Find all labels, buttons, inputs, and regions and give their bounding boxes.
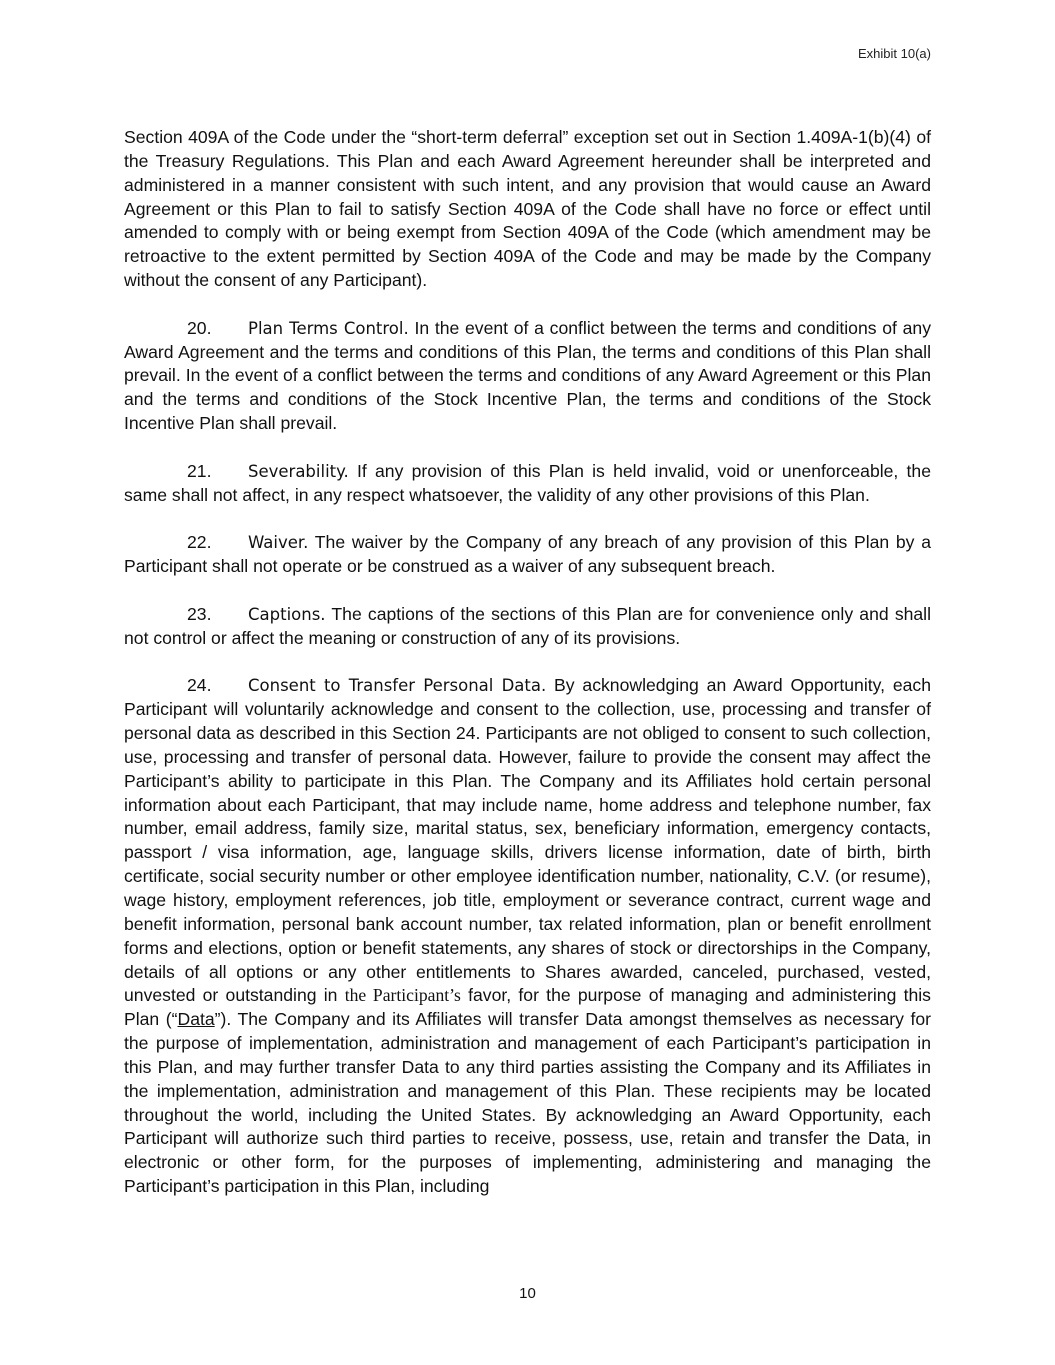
section-number: 20. [187,317,212,338]
paragraph-24 [124,674,931,1199]
section-heading: Waiver. [248,533,309,553]
paragraph-text-serif: the Participant’s [344,985,461,1006]
paragraph-20 [124,317,931,436]
paragraph-21 [124,460,931,508]
paragraph-text: favor, for the purpose of managing and administering this Plan (“ [124,985,931,1030]
section-heading: Consent to Transfer Personal Data. [248,676,547,696]
page-number: 10 [519,1285,536,1302]
paragraph-text: By acknowledging an Award Opportunity, each Participant will voluntarily acknowledge and consent to the collection, use, processing and transfer of personal data as described in this Section 24. Participants are not obliged to consent to such collection, use, processing and transfer of personal data. However, failure to provide the consent may affect the Participant’s ability to participate in this Plan. The Company and its Affiliates hold certain personal information about each Participant, that may include name, home address and telephone number, fax number, email address, family size, marital status, sex, beneficiary information, emergency contacts, passport / visa information, age, language skills, drivers license information, date of birth, birth certificate, social security number or other employee identification number, nationality, C.V. (or resume), wage history, employment references, job title, employment or severance contract, current wage and benefit information, personal bank account number, tax related information, plan or benefit enrollment forms and elections, option or benefit statements, any shares of stock or directorships in the Company, details of all options or any other entitlements to Shares awarded, canceled, purchased, vested, unvested or outstanding in [124,675,931,1006]
document-body [124,126,931,1223]
paragraph-23 [124,603,931,651]
paragraph-22 [124,531,931,579]
paragraph-19-continued [124,126,931,293]
section-number: 21. [187,460,212,481]
exhibit-label: Exhibit 10(a) [858,46,931,61]
section-number: 22. [187,532,212,553]
section-number: 24. [187,675,212,696]
section-number: 23. [187,603,212,624]
paragraph-text: Section 409A of the Code under the “short-term deferral” exception set out in Section 1.409A-1(b)(4) of the Treasury Regulations. This Plan and each Award Agreement hereunder shall be interpreted and administered in a manner consistent with such intent, and any provision that would cause an Award Agreement or this Plan to fail to satisfy Section 409A of the Code shall have no force or effect until amended to comply with or being exempt from Section 409A of the Code (which amendment may be retroactive to the extent permitted by Section 409A of the Code and may be made by the Company without the consent of any Participant). [124,127,931,291]
paragraph-text: The captions of the sections of this Plan are for convenience only and shall not control or affect the meaning or construction of any of its provisions. [124,603,931,648]
paragraph-text: In the event of a conflict between the terms and conditions of any Award Agreement and the terms and conditions of this Plan, the terms and conditions of this Plan shall prevail. In the event of a conflict between the terms and conditions of any Award Agreement or this Plan and the terms and conditions of the Stock Incentive Plan, the terms and conditions of the Stock Incentive Plan shall prevail. [124,317,931,434]
defined-term-data: Data [177,1009,215,1030]
paragraph-text: ”). The Company and its Affiliates will transfer Data amongst themselves as necessary for the purpose of implementation, administration and management of each Participant’s participation in this Plan, and may further transfer Data to any third parties assisting the Company and its Affiliates in the implementation, administration and management of this Plan. These recipients may be located throughout the world, including the United States. By acknowledging an Award Opportunity, each Participant will authorize such third parties to receive, possess, use, retain and transfer the Data, in electronic or other form, for the purposes of implementing, administering and managing the Participant’s participation in this Plan, including [124,1009,931,1197]
section-heading: Captions. [248,604,326,624]
paragraph-text: If any provision of this Plan is held invalid, void or unenforceable, the same shall not affect, in any respect whatsoever, the validity of any other provisions of this Plan. [124,460,931,505]
section-heading: Severability. [248,461,349,481]
paragraph-text: The waiver by the Company of any breach of any provision of this Plan by a Participant shall not operate or be construed as a waiver of any subsequent breach. [124,532,931,577]
section-heading: Plan Terms Control. [248,318,409,338]
